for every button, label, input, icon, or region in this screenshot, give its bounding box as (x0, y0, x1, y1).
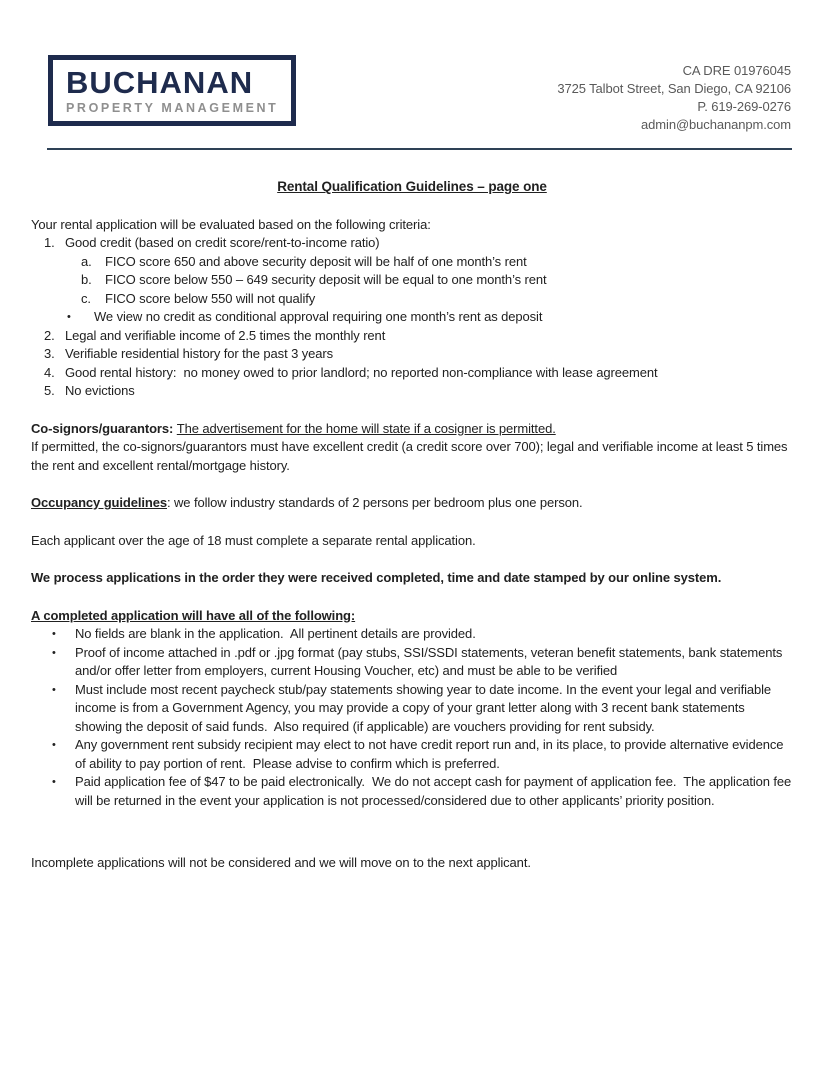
list-item-fico-650 (31, 253, 793, 272)
processing-order-paragraph: We process applications in the order they were received completed, time and date stamped by our online system. (31, 570, 722, 585)
occupancy-body: : we follow industry standards of 2 persons per bedroom plus one person. (167, 495, 583, 510)
list-item-text: FICO score below 550 will not qualify (105, 290, 316, 306)
list-marker: 1. (44, 235, 55, 250)
bullet-text: Must include most recent paycheck stub/pay statements showing year to date income. In the event your legal and verifiable income is from a Government Agency, you may provide a copy of your grant letter along with 3 recent bank statements showing the deposit of said funds. Also required (if applicable) are vouchers providing for rent subsidy. (75, 681, 775, 734)
list-item-fico-550-649 (31, 271, 793, 290)
list-item-text: Legal and verifiable income of 2.5 times the monthly rent (65, 327, 386, 343)
contact-block (557, 55, 791, 134)
list-item-text: Good rental history: no money owed to prior landlord; no reported non-compliance with lease agreement (65, 364, 658, 380)
completed-bullet-rent-subsidy (31, 736, 793, 773)
bullet-marker: • (67, 311, 71, 323)
document-body (0, 178, 835, 873)
bullet-marker: • (52, 628, 56, 640)
list-item-residential-history (31, 345, 793, 364)
list-marker: 3. (44, 346, 55, 361)
cosigners-underlined-text: The advertisement for the home will state if a cosigner is permitted. (176, 420, 556, 436)
cosigners-section (31, 420, 793, 476)
list-item-text: FICO score 650 and above security deposit will be half of one month’s rent (105, 253, 527, 269)
completed-bullet-proof-of-income (31, 644, 793, 681)
bullet-marker: • (52, 739, 56, 751)
criteria-list (31, 234, 793, 401)
list-item-text: Good credit (based on credit score/rent-to-income ratio) (65, 235, 380, 250)
list-marker: 4. (44, 364, 55, 380)
list-item-good-credit (31, 234, 793, 253)
list-item-income (31, 327, 793, 346)
bullet-marker: • (52, 646, 56, 659)
bullet-text: No fields are blank in the application. All pertinent details are provided. (75, 626, 476, 641)
separate-application-paragraph: Each applicant over the age of 18 must complete a separate rental application. (31, 532, 476, 548)
completed-bullet-no-blank-fields (31, 625, 793, 644)
list-item-text: Verifiable residential history for the past 3 years (65, 346, 334, 361)
list-marker: b. (81, 272, 92, 287)
list-item-rental-history (31, 364, 793, 383)
completed-bullet-application-fee (31, 773, 793, 810)
list-item-fico-below-550 (31, 290, 793, 309)
list-item-text: No evictions (65, 383, 135, 398)
cosigners-heading-line (31, 420, 793, 439)
contact-phone-line: P. 619-269-0276 (697, 99, 791, 114)
logo-tagline: PROPERTY MANAGEMENT (66, 101, 279, 115)
bullet-text: Paid application fee of $47 to be paid electronically. We do not accept cash for payment of application fee. The application fee will be returned in the event your application is not processed/considered due to other applicants’ priority position. (75, 774, 795, 808)
occupancy-label: Occupancy guidelines (31, 495, 167, 510)
completed-bullet-paycheck-stub (31, 681, 793, 737)
bullet-text: Any government rent subsidy recipient may elect to not have credit report run and, in its place, to provide alternative evidence of ability to pay portion of rent. Please advise to confirm which is preferred. (75, 737, 787, 771)
cosigners-label: Co-signors/guarantors: (31, 420, 177, 436)
contact-email-line: admin@buchananpm.com (641, 117, 791, 132)
occupancy-paragraph (31, 494, 793, 513)
closing-paragraph: Incomplete applications will not be considered and we will move on to the next applicant. (31, 855, 531, 870)
completed-application-section (31, 607, 793, 811)
bullet-marker: • (52, 776, 56, 788)
list-item-no-credit-bullet (31, 308, 793, 327)
list-item-text: FICO score below 550 – 649 security deposit will be equal to one month’s rent (105, 272, 547, 287)
bullet-text: Proof of income attached in .pdf or .jpg format (pay stubs, SSI/SSDI statements, veteran benefit statements, bank statements and/or offer letter from employers, current Housing Voucher, etc) and must be able to be verified (75, 644, 786, 678)
list-marker: 5. (44, 383, 55, 398)
list-marker: a. (81, 253, 92, 269)
list-item-no-evictions (31, 382, 793, 401)
page-title: Rental Qualification Guidelines – page one (277, 179, 547, 194)
header-divider (47, 148, 792, 150)
logo-company-name: BUCHANAN (66, 65, 254, 100)
list-marker: c. (81, 290, 91, 306)
cosigners-body: If permitted, the co-signors/guarantors must have excellent credit (a credit score over 700); legal and verifiable income at least 5 times the rent and excellent rental/mortgage history. (31, 439, 791, 473)
contact-dre-line: CA DRE 01976045 (682, 63, 791, 78)
list-marker: 2. (44, 327, 55, 343)
intro-paragraph: Your rental application will be evaluated based on the following criteria: (31, 216, 431, 232)
contact-address-line: 3725 Talbot Street, San Diego, CA 92106 (557, 81, 791, 96)
bullet-marker: • (52, 683, 56, 696)
list-item-text: We view no credit as conditional approval requiring one month’s rent as deposit (94, 309, 543, 324)
company-logo (48, 55, 296, 126)
letterhead (0, 0, 835, 134)
completed-application-heading: A completed application will have all of the following: (31, 607, 356, 623)
